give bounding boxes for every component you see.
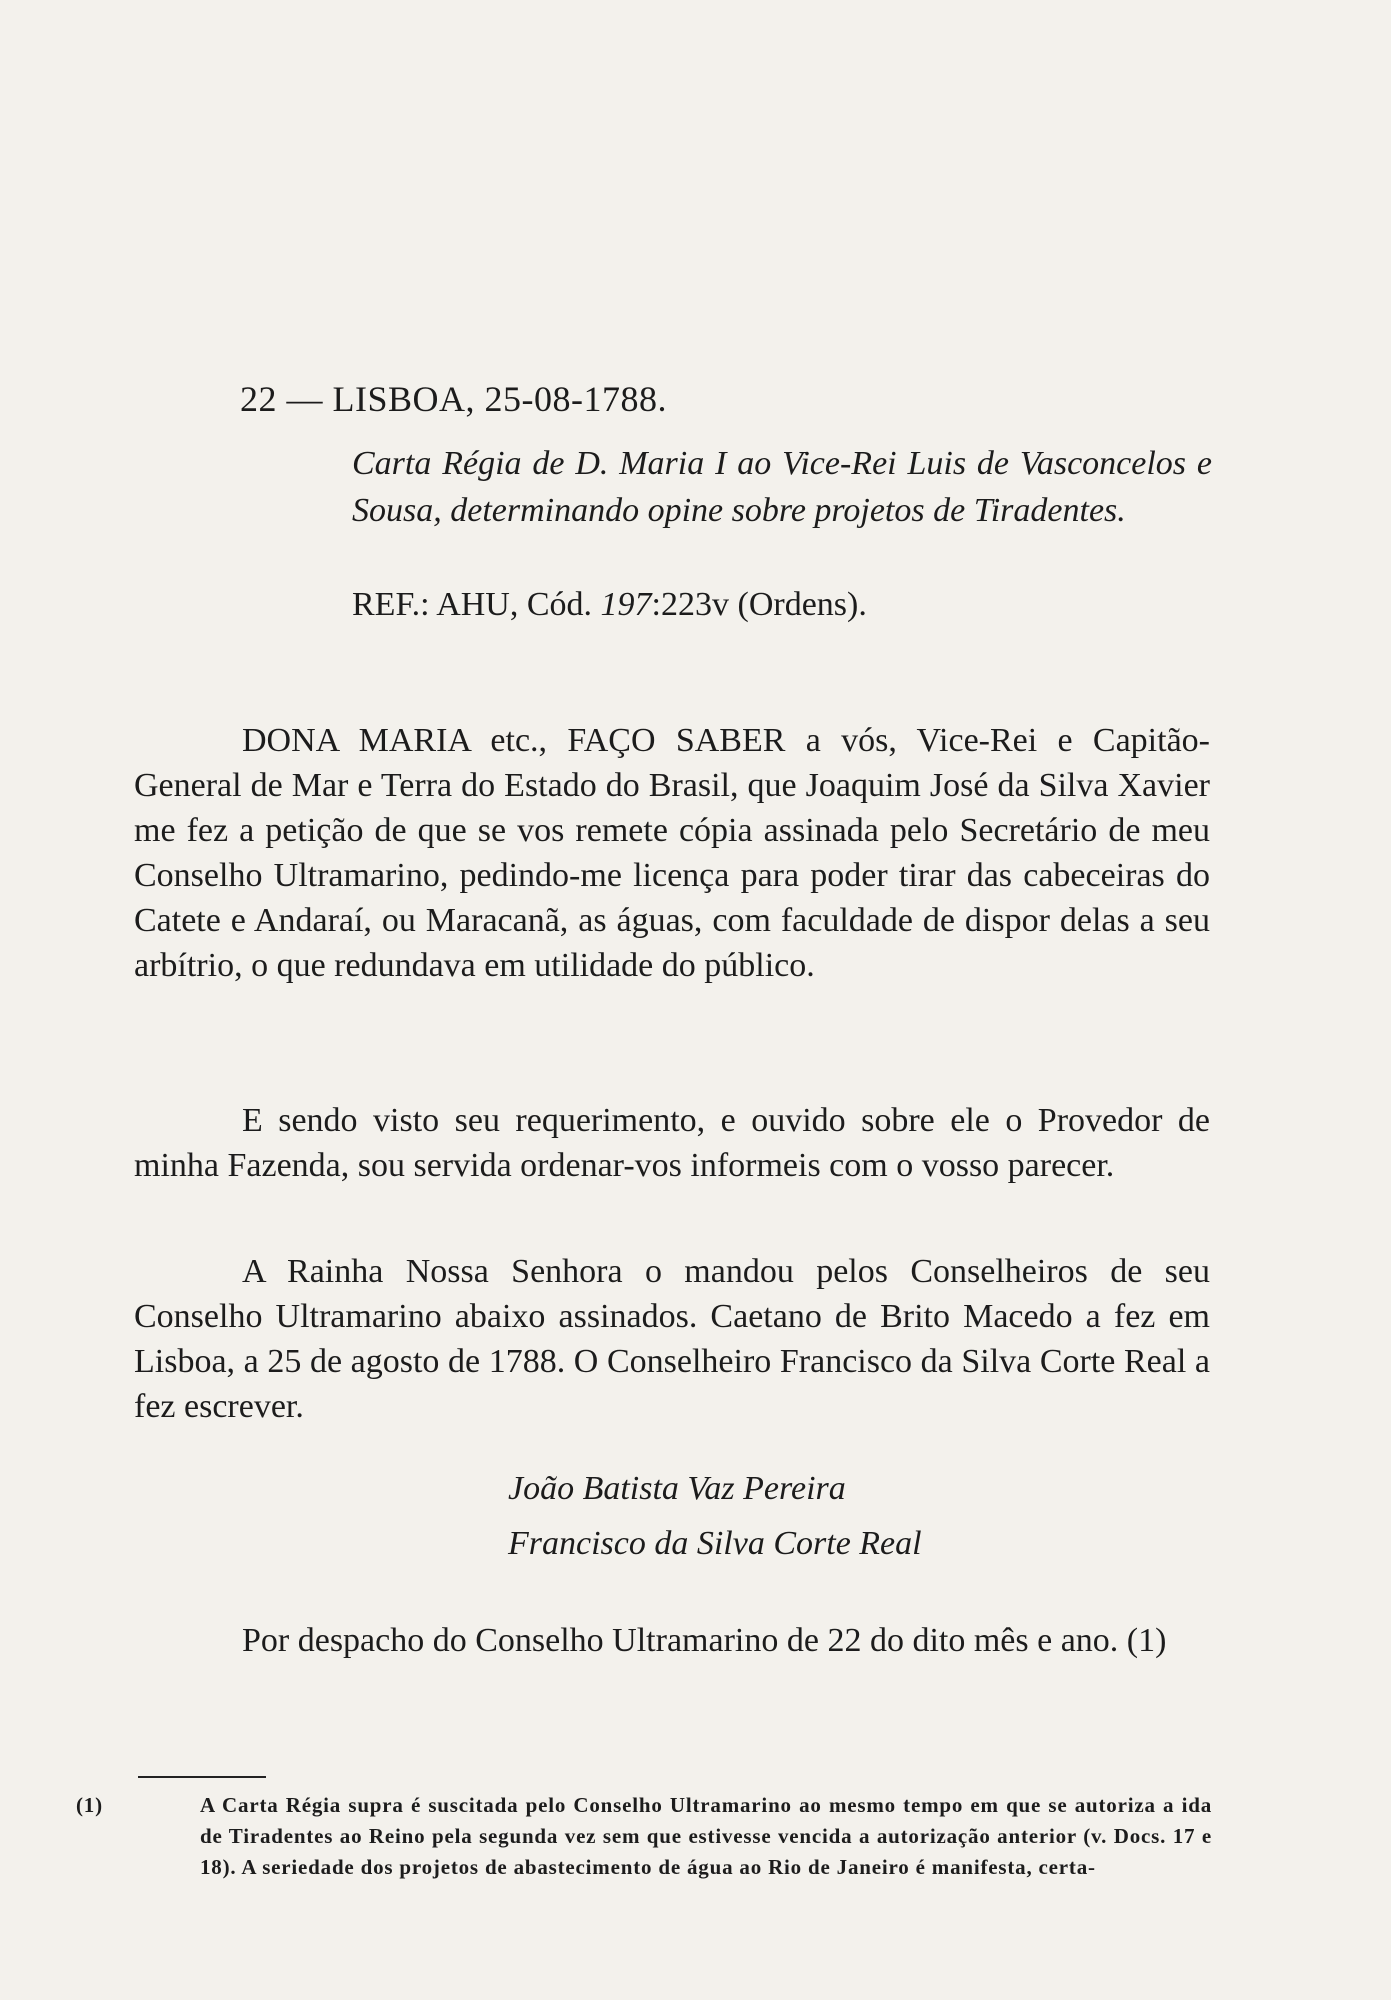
footnote-text: A Carta Régia supra é suscitada pelo Conselho Ultramarino ao mesmo tempo em que se autoriza a ida de Tiradentes ao Reino pela segunda vez sem que estivesse vencida a autorização anterior (v. Docs. 17 e 18). A seriedade dos projetos de abastecimento de água ao Rio de Janeiro é manifesta, certa- — [200, 1793, 1212, 1879]
paragraph-2: E sendo visto seu requerimento, e ouvido sobre ele o Provedor de minha Fazenda, sou servida ordenar-vos informeis com o vosso parecer. — [134, 1102, 1210, 1184]
document-heading: 22 — LISBOA, 25-08-1788. — [240, 379, 667, 419]
footnote-mark: (1) — [76, 1793, 103, 1817]
signature-2: Francisco da Silva Corte Real — [508, 1525, 922, 1562]
footnote — [76, 1790, 1212, 1883]
reference-suffix: :223v (Ordens). — [651, 586, 867, 623]
closing-paragraph: Por despacho do Conselho Ultramarino de 22 do dito mês e ano. (1) — [242, 1622, 1167, 1659]
footnote-rule — [138, 1776, 266, 1778]
document-summary: Carta Régia de D. Maria I ao Vice-Rei Luis de Vasconcelos e Sousa, determinando opine sobre projetos de Tiradentes. — [352, 445, 1212, 529]
paragraph-3: A Rainha Nossa Senhora o mandou pelos Conselheiros de seu Conselho Ultramarino abaixo assinados. Caetano de Brito Macedo a fez em Lisboa, a 25 de agosto de 1788. O Conselheiro Francisco da Silva Corte Real a fez escrever. — [134, 1253, 1210, 1425]
signature-1: João Batista Vaz Pereira — [508, 1470, 846, 1507]
reference-prefix: REF.: AHU, Cód. — [352, 586, 601, 623]
paragraph-1: DONA MARIA etc., FAÇO SABER a vós, Vice-Rei e Capitão-General de Mar e Terra do Estado do Brasil, que Joaquim José da Silva Xavier me fez a petição de que se vos remete cópia assinada pelo Secretário de meu Conselho Ultramarino, pedindo-me licença para poder tirar das cabeceiras do Catete e Andaraí, ou Maracanã, as águas, com faculdade de dispor delas a seu arbítrio, o que redundava em utilidade do público. — [134, 722, 1210, 984]
document-reference — [352, 586, 867, 624]
reference-code: 197 — [600, 586, 652, 623]
